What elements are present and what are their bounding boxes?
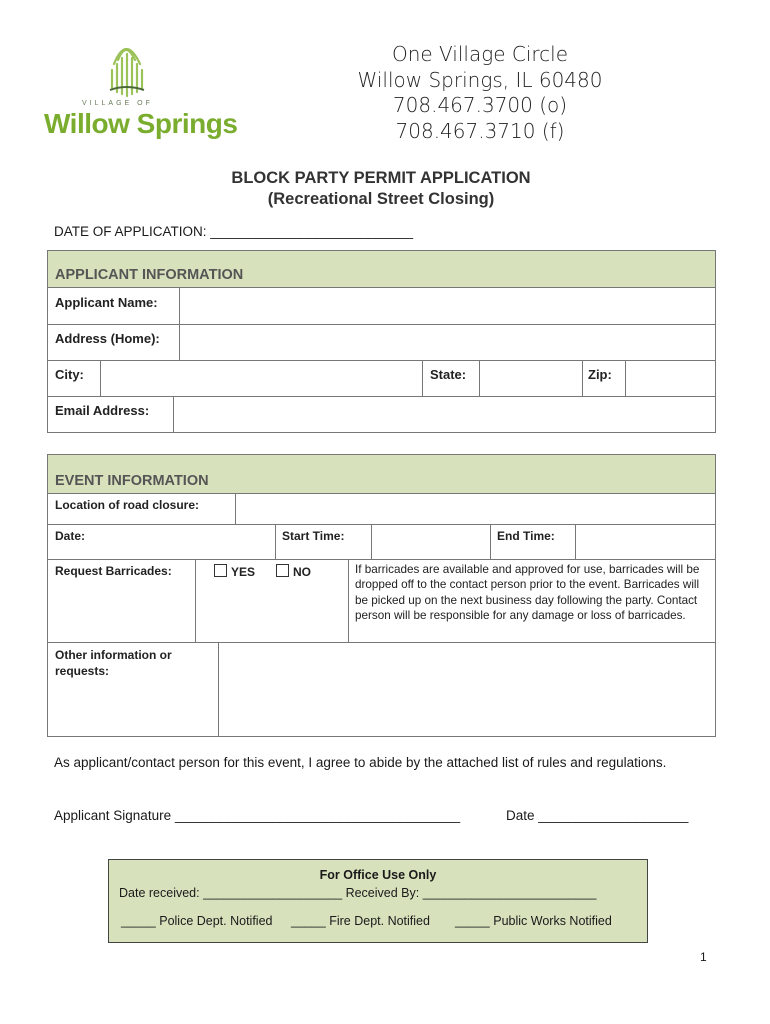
end-time-label: End Time: [497, 529, 555, 543]
barricades-note: If barricades are available and approved for use, barricades will be dropped off to the contact person prior to the event. Barricades will be picked up on the next business day following the party. Contact person will be responsible for any damage or loss of barricades. [355, 563, 700, 623]
barricades-row [48, 560, 715, 643]
applicant-section [47, 250, 716, 433]
no-checkbox[interactable] [276, 564, 289, 577]
village-logo [44, 38, 238, 143]
applicant-name-label: Applicant Name: [55, 295, 158, 310]
city-field[interactable] [101, 361, 423, 396]
applicant-header-label: APPLICANT INFORMATION [55, 267, 244, 283]
address-line2: Willow Springs, IL 60480 [357, 67, 603, 92]
event-header-label: EVENT INFORMATION [55, 473, 209, 489]
applicant-name-row [48, 288, 715, 325]
form-title [0, 168, 762, 210]
willow-tree-icon [104, 38, 149, 98]
signature-date[interactable]: Date ____________________ [506, 808, 689, 823]
logo-name: Willow Springs [44, 108, 238, 139]
office-title: For Office Use Only [319, 868, 437, 882]
police-notified: _____ Police Dept. Notified [121, 914, 273, 928]
end-time-field[interactable] [576, 525, 715, 559]
location-field[interactable] [236, 494, 715, 524]
location-row [48, 494, 715, 525]
event-section [47, 454, 716, 737]
phone-office: 708.467.3700 (o) [392, 93, 568, 117]
zip-label: Zip: [588, 367, 612, 382]
address-field[interactable] [180, 325, 715, 360]
email-field[interactable] [174, 397, 715, 432]
event-date-label: Date: [55, 529, 86, 543]
address-line1: One Village Circle [391, 42, 569, 66]
public-works-notified: _____ Public Works Notified [455, 914, 612, 928]
barricades-yes[interactable] [214, 564, 255, 579]
no-label: NO [293, 565, 311, 579]
date-time-row [48, 525, 715, 560]
state-label: State: [430, 367, 467, 382]
state-field[interactable] [480, 361, 583, 396]
signature-line[interactable]: Applicant Signature ______________________________________ [54, 808, 461, 823]
yes-label: YES [231, 565, 256, 579]
email-row [48, 397, 715, 432]
village-address [330, 42, 630, 144]
address-row [48, 325, 715, 361]
barricades-no[interactable] [276, 564, 311, 579]
yes-checkbox[interactable] [214, 564, 227, 577]
agreement-text: As applicant/contact person for this event, I agree to abide by the attached list of rules and regulations. [54, 755, 667, 770]
date-of-application[interactable]: DATE OF APPLICATION: ___________________________ [54, 224, 413, 239]
logo-village-of: VILLAGE OF [82, 100, 153, 107]
page-number: 1 [700, 950, 707, 964]
other-info-label: Other information or requests: [55, 648, 172, 678]
event-header [48, 455, 715, 494]
applicant-name-field[interactable] [180, 288, 715, 324]
applicant-header [48, 251, 715, 288]
email-label: Email Address: [55, 403, 150, 418]
office-received-line: Date received: ____________________ Received By: _________________________ [119, 886, 597, 900]
zip-field[interactable] [626, 361, 715, 396]
location-label: Location of road closure: [55, 498, 200, 512]
city-state-zip-row [48, 361, 715, 397]
other-info-row [48, 643, 715, 736]
start-time-field[interactable] [372, 525, 491, 559]
other-info-field[interactable] [219, 643, 715, 736]
office-use-box [108, 859, 648, 943]
barricades-label: Request Barricades: [55, 564, 172, 578]
form-title-sub: (Recreational Street Closing) [267, 190, 495, 208]
city-label: City: [55, 367, 84, 382]
form-title-main: BLOCK PARTY PERMIT APPLICATION [231, 169, 531, 187]
fire-notified: _____ Fire Dept. Notified [291, 914, 430, 928]
phone-fax: 708.467.3710 (f) [395, 118, 565, 143]
start-time-label: Start Time: [282, 529, 345, 543]
address-label: Address (Home): [55, 331, 160, 346]
